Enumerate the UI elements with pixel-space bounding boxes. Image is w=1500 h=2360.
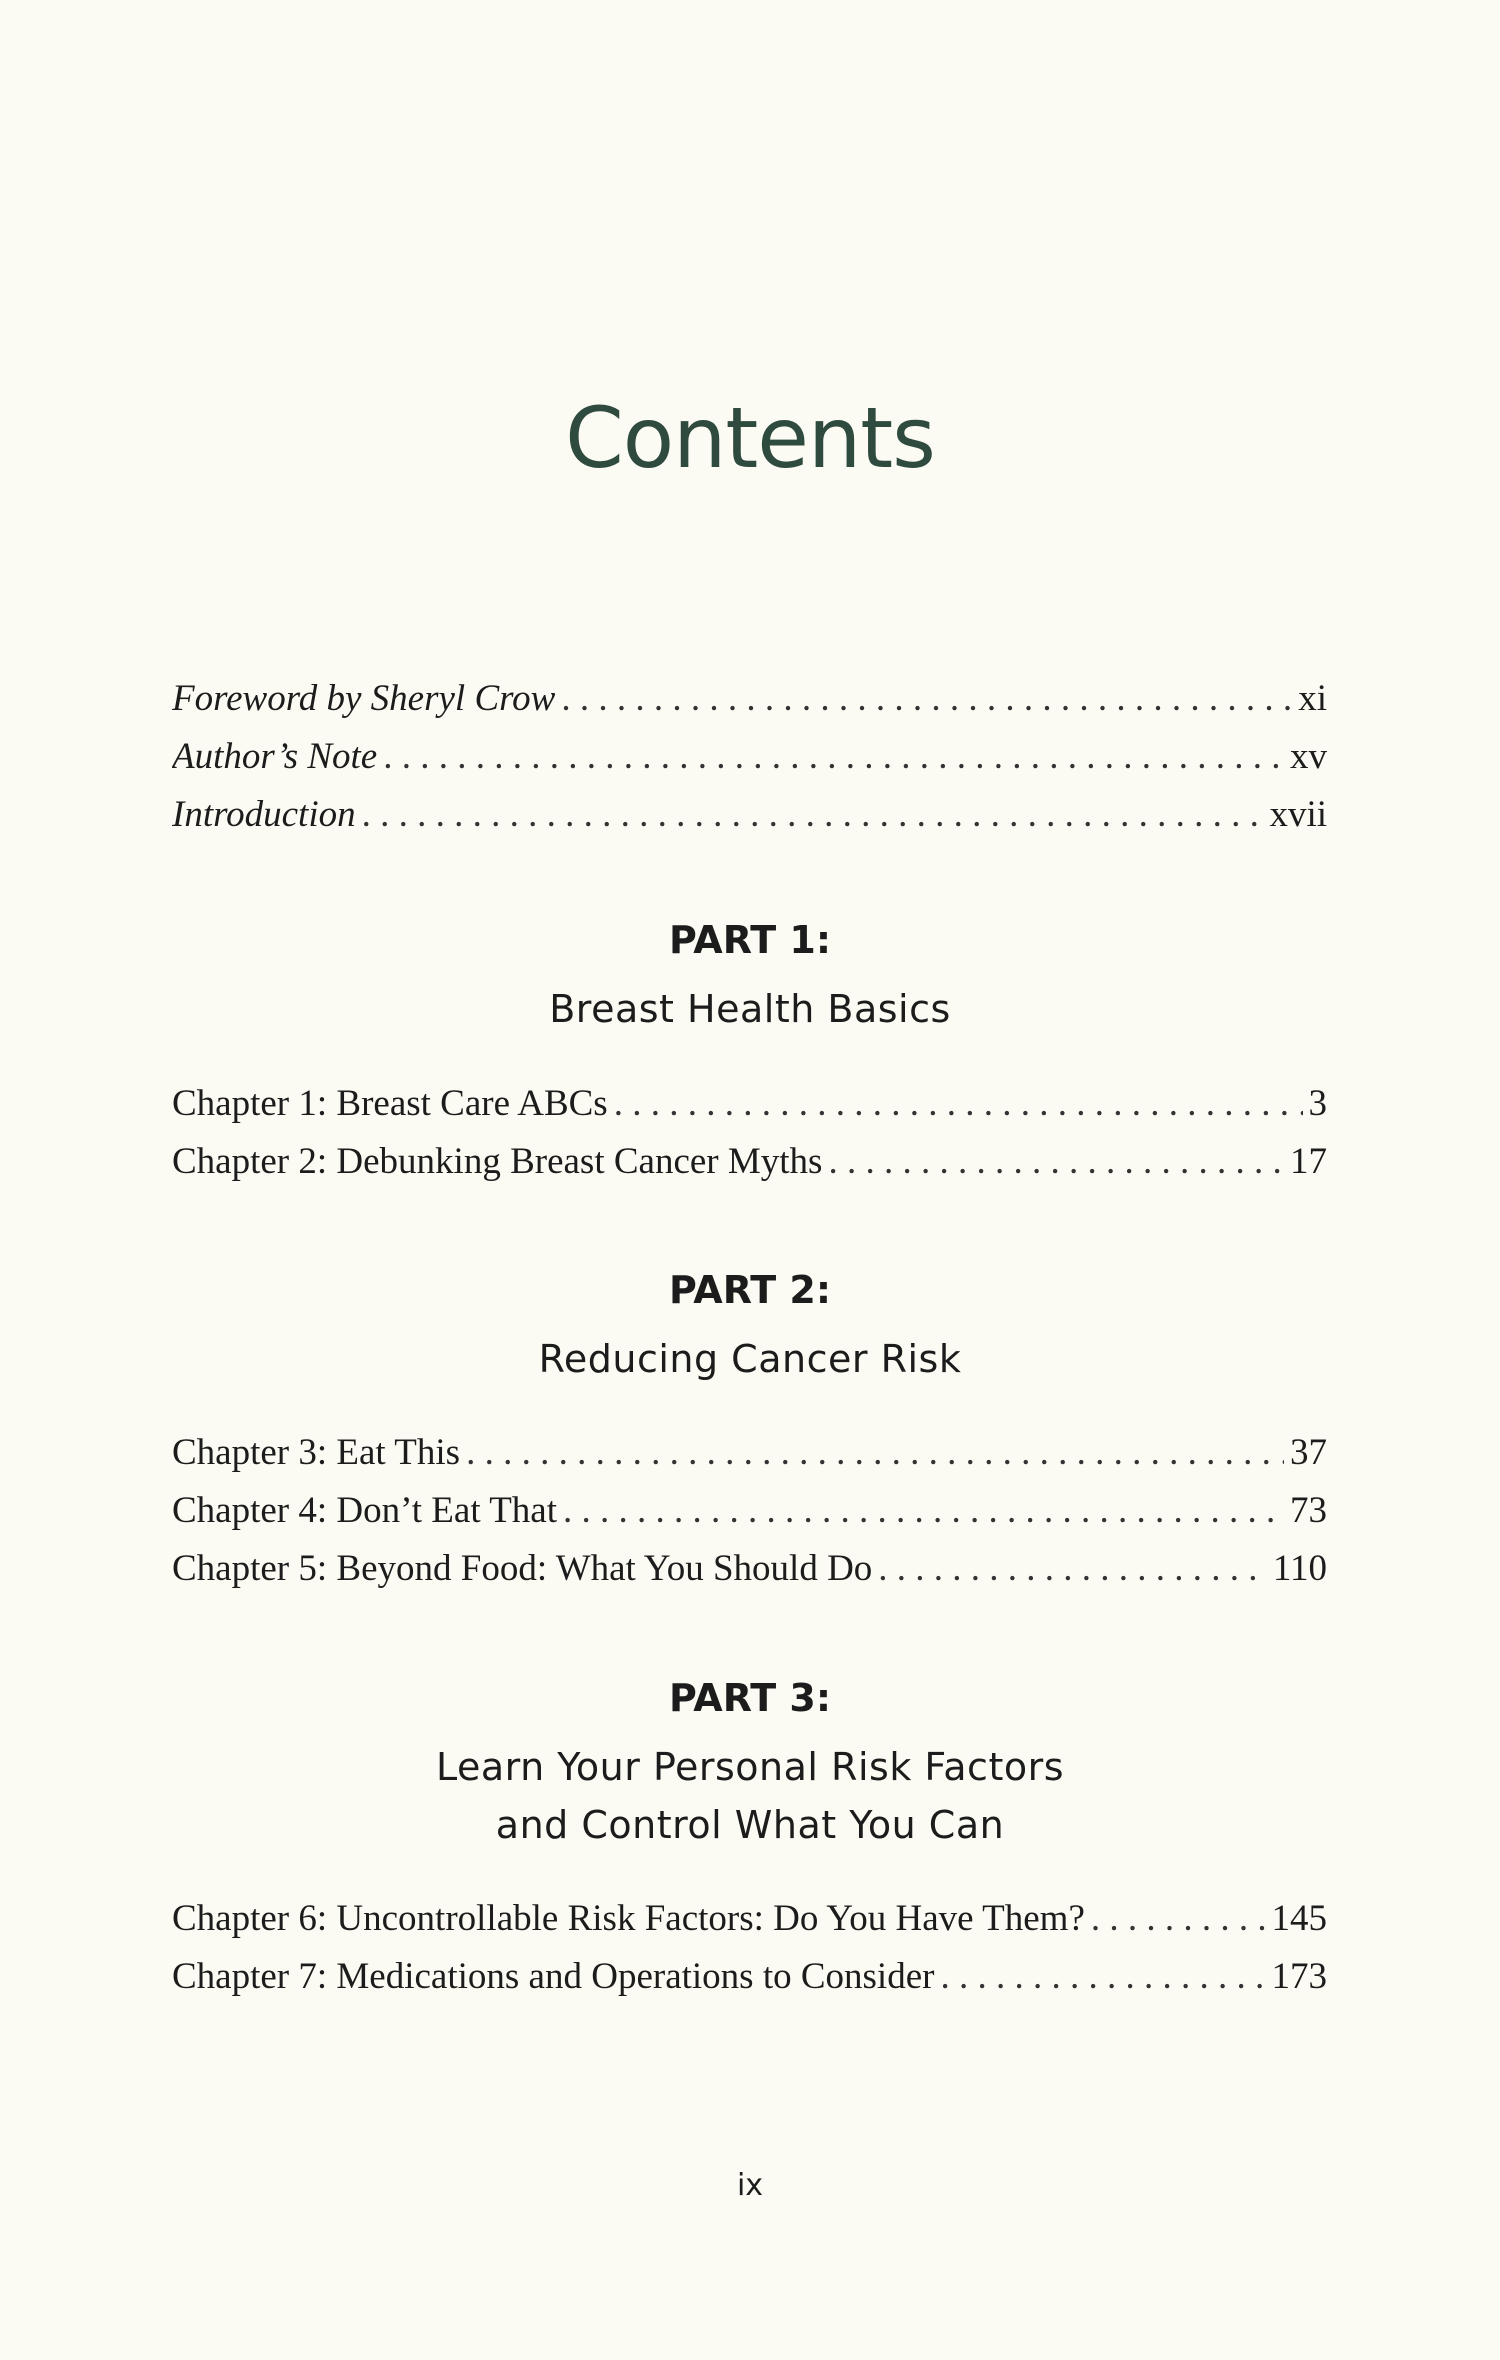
toc-entry-introduction bbox=[172, 786, 1327, 844]
toc-entry-page: xi bbox=[1298, 678, 1327, 719]
part-1-subtitle: Breast Health Basics bbox=[549, 987, 951, 1031]
dot-leader bbox=[383, 728, 1284, 786]
toc-entry-label: Chapter 5: Beyond Food: What You Should Do bbox=[172, 1548, 873, 1589]
toc-entry-foreword bbox=[172, 670, 1327, 728]
dot-leader bbox=[466, 1424, 1284, 1482]
dot-leader bbox=[561, 670, 1292, 728]
front-matter-list bbox=[172, 670, 1327, 844]
part-3-heading: PART 3: bbox=[668, 1676, 832, 1720]
toc-entry-page: 73 bbox=[1290, 1490, 1327, 1531]
dot-leader bbox=[878, 1540, 1267, 1598]
toc-entry-chapter-1 bbox=[172, 1075, 1327, 1133]
toc-entry-chapter-2 bbox=[172, 1133, 1327, 1191]
dot-leader bbox=[614, 1075, 1303, 1133]
part-1-heading: PART 1: bbox=[668, 918, 832, 962]
toc-entry-page: 173 bbox=[1271, 1956, 1327, 1997]
toc-entry-label: Chapter 4: Don’t Eat That bbox=[172, 1490, 557, 1531]
part-2-subtitle: Reducing Cancer Risk bbox=[538, 1337, 962, 1381]
part-3-subtitle-line-1: Learn Your Personal Risk Factors bbox=[435, 1745, 1065, 1789]
toc-entry-label: Foreword by Sheryl Crow bbox=[172, 678, 556, 719]
toc-entry-label: Chapter 7: Medications and Operations to Consider bbox=[172, 1956, 935, 1997]
toc-entry-chapter-7 bbox=[172, 1948, 1327, 2006]
toc-entry-label: Chapter 3: Eat This bbox=[172, 1432, 461, 1473]
toc-entry-page: 17 bbox=[1290, 1141, 1327, 1182]
toc-entry-page: 37 bbox=[1290, 1432, 1327, 1473]
part-2-heading: PART 2: bbox=[668, 1268, 832, 1312]
toc-entry-page: 3 bbox=[1308, 1083, 1327, 1124]
page-number: ix bbox=[736, 2168, 764, 2203]
toc-entry-label: Author’s Note bbox=[172, 736, 378, 777]
toc-entry-authors-note bbox=[172, 728, 1327, 786]
toc-entry-chapter-4 bbox=[172, 1482, 1327, 1540]
toc-entry-page: xv bbox=[1290, 736, 1327, 777]
toc-entry-label: Introduction bbox=[172, 794, 356, 835]
toc-entry-label: Chapter 6: Uncontrollable Risk Factors: Do You Have Them? bbox=[172, 1898, 1085, 1939]
dot-leader bbox=[362, 786, 1264, 844]
toc-entry-label: Chapter 2: Debunking Breast Cancer Myths bbox=[172, 1141, 823, 1182]
part-2-chapter-list bbox=[172, 1424, 1327, 1598]
dot-leader bbox=[940, 1948, 1265, 2006]
part-3-chapter-list bbox=[172, 1890, 1327, 2006]
dot-leader bbox=[828, 1133, 1284, 1191]
dot-leader bbox=[1091, 1890, 1266, 1948]
part-1-chapter-list bbox=[172, 1075, 1327, 1191]
toc-entry-chapter-3 bbox=[172, 1424, 1327, 1482]
toc-entry-page: xvii bbox=[1269, 794, 1327, 835]
toc-entry-page: 145 bbox=[1271, 1898, 1327, 1939]
page-title: Contents bbox=[565, 389, 935, 487]
toc-entry-page: 110 bbox=[1272, 1548, 1327, 1589]
toc-entry-label: Chapter 1: Breast Care ABCs bbox=[172, 1083, 608, 1124]
toc-entry-chapter-6 bbox=[172, 1890, 1327, 1948]
toc-entry-chapter-5 bbox=[172, 1540, 1327, 1598]
part-3-subtitle-line-2: and Control What You Can bbox=[495, 1803, 1005, 1847]
dot-leader bbox=[563, 1482, 1284, 1540]
